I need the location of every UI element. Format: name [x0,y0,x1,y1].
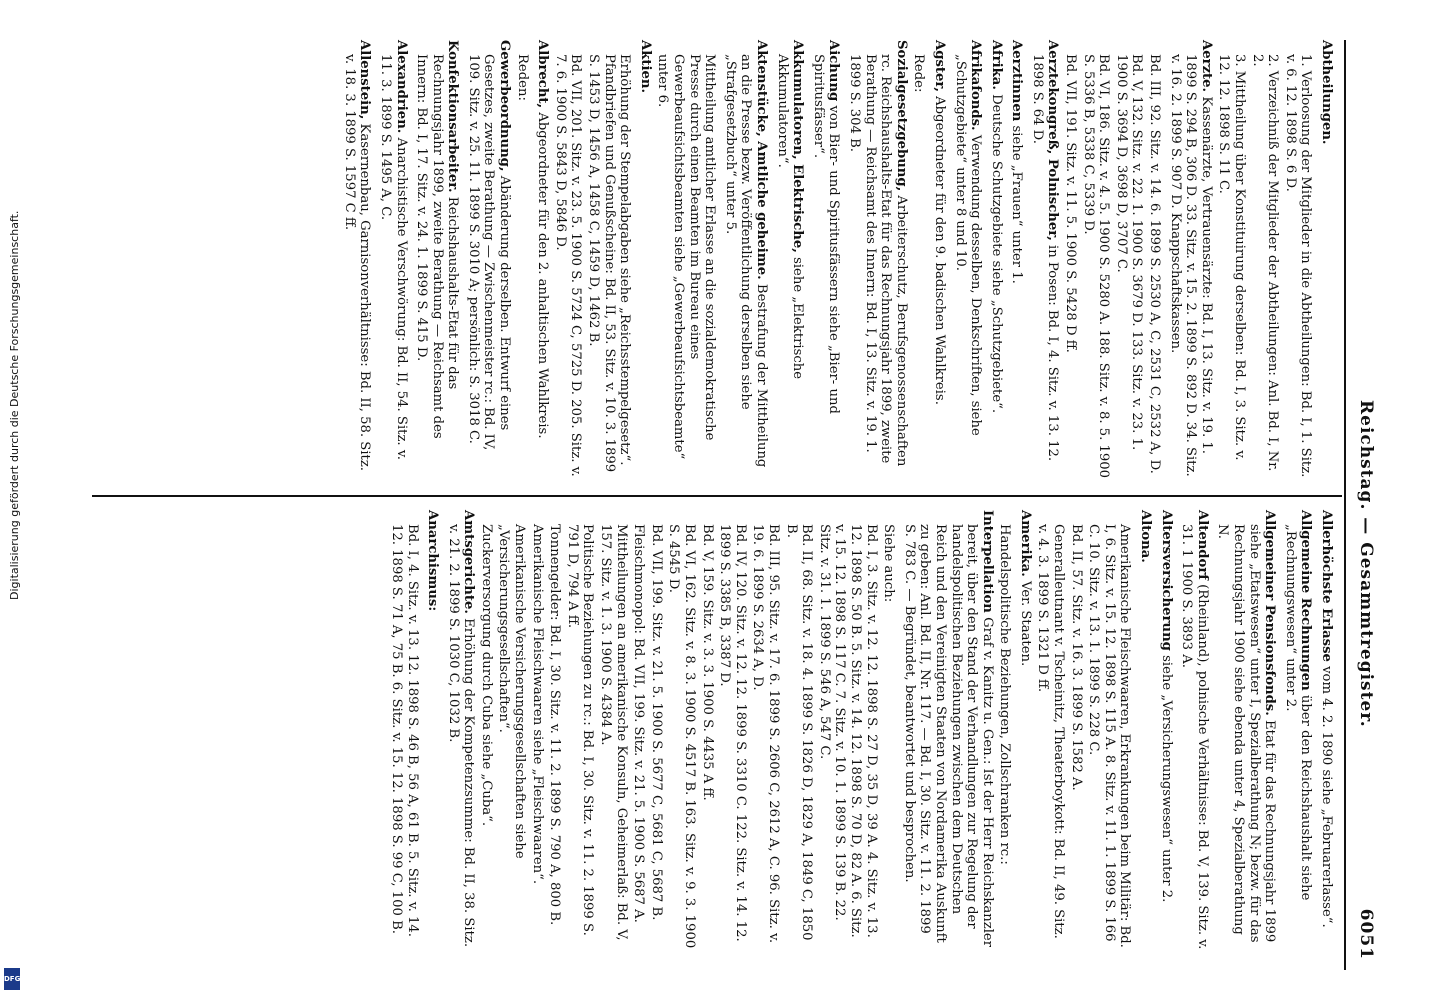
left-column [94,40,1334,480]
index-entry [1009,40,1025,480]
index-keyword: Aichung [826,40,842,102]
index-reference-text: siehe „Versicherungswesen“ unter 2. [1158,655,1174,903]
index-reference-text: Reichshaushalts-Etat für das Rechnungsjahr 1899, zweite Berathung — Reichsamt des Innern: Bd. I, 17. Sitz. v. 24. 1. 1899 S. 415 D. [414,54,461,439]
index-reference-text: Bd. VII, 201. Sitz. v. 23. 5. 1900 S. 5724 C, 5725 D. 205. Sitz. v. 7. 6. 1900 S. 5843 D, 5846 D. [552,54,584,477]
index-entry [631,510,647,950]
index-reference-text: Erhöhung der Stempelabgaben siehe „Reichsstempelgesetz“. Pfandbriefen und Genußscheine: Bd. II, 53. Sitz. v. 10. 3. 1899 S. 1453 D, 1456 A, 1458 C, 1459 D, 1462 B. [586,54,633,473]
index-reference-text: über den Reichshaushalt siehe „Rechnungswesen“ unter 2. [1282,524,1314,901]
index-reference-text: Amerikanische Fleischwaaren siehe „Fleischwaaren“. [529,524,545,885]
index-entry [1179,510,1210,950]
index-reference-text: Bd. II, 68. Sitz. v. 18. 4. 1899 S. 1826 D, 1829 A, 1849 C, 1850 B. [783,524,815,941]
index-keyword: Aerzte. [1198,40,1214,93]
index-reference-text: Bd. V, 132. Sitz. v. 22. 1. 1900 S. 3679 D. 133. Sitz. v. 23. 1. 1900 S. 3694 D, 3698 D, 3707 C. [1113,54,1145,451]
index-entry [988,40,1004,480]
index-entry [774,40,805,480]
index-reference-text: Mittheilungen an amerikanische Konsuln, Geheimerlaß: Bd. V, 157. Sitz. v. 1. 3. 1900 S. 4384 A. [598,524,629,941]
index-keyword: Altendorf [1194,510,1210,580]
index-keyword: Agster, [931,40,947,92]
index-reference-text: Bd. II, 57. Sitz. v. 16. 3. 1899 S. 1582 A. [1068,524,1084,791]
index-keyword: Allgemeine Rechnungen [1298,510,1314,691]
index-reference-text: Abgeordneter für den 9. badischen Wahlkreis. [931,96,947,405]
index-entry [816,510,878,950]
index-reference-text: Mittheilung amtlicher Erlasse an die sozialdemokratische Presse durch einen Beamten im Bureau eines Gewerbeaufsichtsbeamten siehe „Gewerbeaufsichtsbeamte“ unter 6. [655,54,718,460]
index-reference-text: Kasernenbau, Garnisonverhältnisse: Bd. II, 58. Sitz. v. 18. 3. 1899 S. 1597 C ff. [341,54,373,471]
index-entry [1017,510,1033,950]
index-reference-text: siehe „Frauen“ unter 1. [1009,125,1025,284]
index-reference-text: Deutsche Schutzgebiete siehe „Schutzgebiete“. [988,94,1004,414]
header-rule [1344,40,1346,970]
index-reference-text: Abgeordneter für den 2. anhaltischen Wahlkreis. [535,112,551,439]
index-reference-text: Tonnengelder: Bd. I, 30. Sitz. v. 11. 2. 1899 S. 790 A, 800 B. [547,524,563,926]
index-keyword: Gewerbeordnung, [497,40,513,172]
index-entry [514,40,530,480]
index-entry [997,510,1013,950]
index-entry [722,40,769,480]
index-reference-text: Generalleutnant v. Tscheinitz, Theaterboykott: Bd. II, 49. Sitz. v. 4. 3. 1899 S. 1321 D ff. [1035,524,1067,939]
index-entry [846,40,908,480]
index-entry [1216,40,1247,480]
index-entry [1249,40,1280,480]
index-keyword: Allgemeiner Pensionsfonds. [1262,510,1278,716]
index-entry [1137,510,1153,950]
index-keyword: Interpellation [979,510,995,613]
index-reference-text: Handelspolitische Beziehungen, Zollschranken rc.: [997,524,1013,865]
index-entry [1035,510,1066,950]
index-keyword: Allerhöchste Erlasse [1319,510,1334,662]
right-column [94,510,1334,950]
column-divider [92,495,1342,497]
index-reference-text: Bd. VI, 186. Sitz. v. 4. 5. 1900 S. 5280 A. 188. Sitz. v. 8. 5. 1900 S. 5336 B, 5338 C, 5339 D. [1080,54,1112,479]
index-entry [881,510,897,950]
rotated-page-body [86,40,1376,970]
index-entry [783,510,814,950]
index-entry [1215,510,1277,950]
index-reference-text: von Bier- und Spiritusfässern siehe „Bier- und Spiritusfässer“. [810,54,842,414]
index-keyword: Altona. [1138,510,1154,563]
index-entry [901,510,995,950]
index-entry [931,40,947,480]
index-entry [1318,510,1334,950]
index-reference-text: Bd. IV, 120. Sitz. v. 12. 12. 1899 S. 3310 C. 122. Sitz. v. 14. 12. 1899 S. 3385 B, 3387 D. [717,524,748,942]
index-entry [425,510,441,950]
index-entry [478,510,494,950]
index-entry [1080,40,1111,480]
index-entry [1113,40,1144,480]
index-reference-text: vom 4. 2. 1890 siehe „Februarerlasse“. [1319,666,1334,928]
index-entry [552,40,583,480]
index-entry [585,40,632,480]
index-keyword: Afrikafonds. [968,40,984,131]
index-entry [717,510,748,950]
index-reference-text: Abänderung derselben. Entwurf eines Gesetzes, zweite Berathung — Zwischenmeister rc.: Bd. IV, 109. Sitz. v. 25. 11. 1899 S. 3010 A; persönlich: S. 3018 C. [465,54,513,451]
index-reference-text: Bd. III, 92. Sitz. v. 14. 6. 1899 S. 2530 A, C, 2531 C, 2532 A, D. [1147,54,1163,474]
page-number: 6051 [1356,908,1376,960]
index-keyword: Aerztekongreß, Polnischer, [1045,40,1061,241]
index-entry [1282,40,1313,480]
index-keyword: Alexandrien. [393,40,409,134]
index-reference-text: Fleischmonopol: Bd. VII, 199. Sitz. v. 21. 5. 1900 S. 5687 A. [631,524,647,923]
index-keyword: Amtsgerichte. [461,510,477,614]
index-reference-text: 2. Verzeichniß der Mitglieder der Abtheilungen: Anl. Bd. I, Nr. 2. [1249,54,1281,472]
index-entry [666,510,697,950]
index-reference-text: Bd. III, 95. Sitz. v. 17. 6. 1899 S. 2606 C, 2612 A, C. 96. Sitz. v. 19. 6. 1899 S. 2634 A, D. [750,524,781,944]
index-entry [377,40,408,480]
index-reference-text: Verwendung desselben, Denkschriften, siehe „Schutzgebiete“ unter 8 und 10. [952,54,984,436]
index-reference-text: Ver. Staaten. [1017,581,1033,667]
index-entry [496,510,527,950]
index-reference-text: Bd. VII, 191. Sitz. v. 11. 5. 1900 S. 5428 D ff. [1063,54,1079,353]
index-reference-text: Amerikanische Fleischwaaren, Erkrankungen beim Militär: Bd. I, 6. Sitz. v. 15. 12. 1898 S. 115 A. 8. Sitz. v. 11. 1. 1899 S. 166 C. 10. Sitz. v. 13. 1. 1899 S. 228 C. [1086,524,1133,948]
index-keyword: Akkumulatoren, Elektrische, [790,40,806,253]
index-keyword: Konfektionsarbeiter. [445,40,461,193]
index-keyword: Abtheilungen. [1319,40,1334,145]
index-entry [1158,510,1174,950]
index-entry [655,40,717,480]
digitization-credit: Digitalisierung gefördert durch die Deutsche Forschungsgemeinschaft. [8,210,21,600]
index-entry [1146,40,1162,480]
index-reference-text: Siehe auch: [881,524,897,603]
page-title: Reichstag. — Gesammtregister. [1356,400,1376,728]
index-reference-text: Politische Beziehungen zu rc.: Bd. I, 30. Sitz. v. 11. 2. 1899 S. 791 D, 794 A ff. [564,524,596,936]
index-entry [465,40,512,480]
index-keyword: Anarchismus: [425,510,441,612]
index-reference-text: Etat für das Rechnungsjahr 1899 siehe „Etatswesen“ unter I, Spezialberathung N; bezw. für das Rechnungsjahr 1900 siehe ebenda unter 4, Spezialberathung N. [1215,524,1278,943]
index-keyword: Aktenstücke, Amtliche geheime. [754,40,769,280]
index-entry [810,40,841,480]
index-reference-text: in Posen: Bd. I, 4. Sitz. v. 13. 12. 1898 S. 64 D. [1029,54,1061,462]
index-entry [535,40,551,480]
index-reference-text: Amerikanische Versicherungsgesellschaften siehe „Versicherungsgesellschaften“. [496,524,528,859]
index-entry [952,40,983,480]
index-entry [388,510,419,950]
index-reference-text: siehe „Elektrische Akkumulatoren“. [774,54,806,380]
index-entry [597,510,628,950]
index-reference-text: Bestrafung der Mittheilung an die Presse bezw. Veröffentlichung derselben siehe „Strafgesetzbuch“ unter 5. [722,54,769,468]
index-reference-text: Bd. VI, 162. Sitz. v. 8. 3. 1900 S. 4517 B. 163. Sitz. v. 9. 3. 1900 S. 4545 D. [666,524,698,949]
index-keyword: Afrika. [988,40,1004,90]
index-reference-text: Bd. I, 3. Sitz. v. 12. 12. 1898 S. 27 D, 35 D, 39 A. 4. Sitz. v. 13. 12. 1898 S. 50 B. 5. Sitz. v. 14. 12. 1898 S. 70 D, 82 A. 6. Sitz. v. 15. 12. 1898 S. 117 C. 7. Sitz. v. 10. 1. 1899 S. 139 B. 22. Sitz. v. 31. 1. 1899 S. 546 A, 547 C. [816,524,879,938]
index-reference-text: Zuckerversorgung durch Cuba siehe „Cuba“. [478,524,494,827]
index-keyword: Aerztinnen [1009,40,1025,122]
index-reference-text: Graf v. Kanitz u. Gen.: Ist der Herr Reichskanzler bereit, über den Stand der Verhandlungen zur Regelung der handelspolitischen Beziehungen zwischen dem Deutschen Reich und den Vereinigten Staaten von Nordamerika Auskunft zu geben: Anl. Bd. II, Nr. 117. — Bd. I, 30. Sitz. v. 11. 2. 1899 S. 783 C. — Begründet, beantwortet und besprochen. [901,524,995,948]
index-reference-text: Erhöhung der Kompetenzsumme: Bd. II, 38. Sitz. v. 21. 2. 1899 S. 1030 C, 1032 B. [445,524,477,948]
index-reference-text: Rede: [911,54,927,93]
index-entry [699,510,715,950]
dfg-logo: DFG [4,968,20,990]
index-reference-text: 3. Mittheilung über Konstituirung derselben: Bd. I, 3. Sitz. v. 12. 12. 1898 S. 11 C. [1216,54,1248,461]
running-head [1350,40,1376,970]
index-reference-text: Bd. V, 159. Sitz. v. 3. 3. 1900 S. 4435 A ff. [699,524,715,801]
index-keyword: Allenstein, [357,40,373,120]
index-reference-text: Kassenärzte, Vertrauensärzte: Bd. I, 13. Sitz. v. 19. 1. 1899 S. 294 B, 306 D. 33. Sitz. v. 15. 2. 1899 S. 892 D. 34. Sitz. v. 16. 2. 1899 S. 907 D. Knappschaftskassen. [1167,54,1214,477]
index-keyword: Aktien. [637,40,653,94]
index-reference-text: Arbeiterschutz, Berufsgenossenschaften rc. Reichshaushalts-Etat für das Rechnungsjahr 1899, zweite Berathung — Reichsamt des Innern: Bd. I, 13. Sitz. v. 19. 1. 1899 S. 304 B. [846,54,909,467]
index-keyword: Altersversicherung [1158,510,1174,651]
index-reference-text: Bd. VII, 199. Sitz. v. 21. 5. 1900 S. 5677 C, 5681 C, 5687 B. [648,524,664,921]
index-entry [750,510,781,950]
index-reference-text: Reden: [514,54,530,101]
index-entry [341,40,372,480]
index-reference-text: (Rheinland), polnische Verhältnisse: Bd. V, 139. Sitz. v. 31. 1 1900 S. 3893 A. [1179,524,1210,950]
index-reference-text: Bd. I, 4. Sitz. v. 13. 12. 1898 S. 46 B, 56 A, 61 B. 5. Sitz. v. 14. 12. 1898 S. 71 A, 75 B. 6. Sitz. v. 15. 12. 1898 S. 99 C, 100 B. [388,524,420,937]
index-entry [1068,510,1084,950]
index-keyword: Albrecht, [535,40,551,109]
index-entry [648,510,664,950]
index-entry [1086,510,1133,950]
index-keyword: Amerika. [1017,510,1033,577]
index-entry [445,510,476,950]
index-entry [1167,40,1214,480]
index-reference-text: Anarchistische Verschwörung: Bd. II, 54. Sitz. v. 11. 3. 1899 S. 1495 A, C. [377,54,409,460]
index-entry [1029,40,1060,480]
index-keyword: Sozialgesetzgebung, [893,40,909,192]
index-entry [414,40,461,480]
index-entry [529,510,545,950]
index-entry [911,40,927,480]
index-entry [547,510,563,950]
index-entry [564,510,595,950]
index-entry [1282,510,1313,950]
index-reference-text: 1. Verloosung der Mitglieder in die Abtheilungen: Bd. I, 1. Sitz. v. 6. 12. 1898 S. 6 D. [1282,54,1314,478]
index-entry [1063,40,1079,480]
index-entry [1318,40,1334,480]
index-entry [637,40,653,480]
